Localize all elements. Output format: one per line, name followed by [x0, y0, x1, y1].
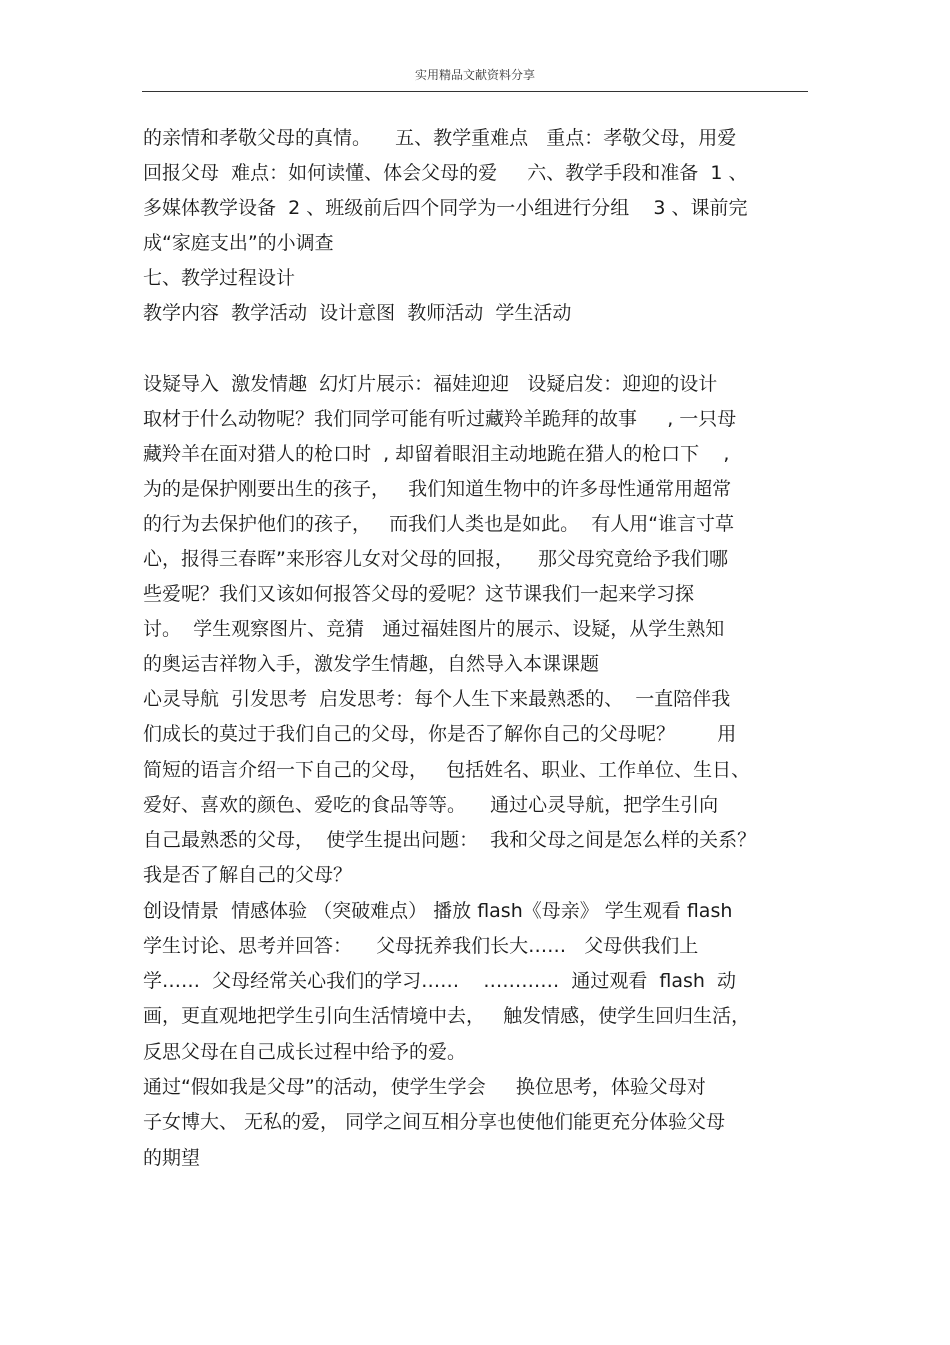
text-line: 们成长的莫过于我们自己的父母，你是否了解你自己的父母呢？ 用 [143, 723, 737, 745]
text-line: 成“家庭支出”的小调查 [143, 232, 334, 254]
text-line: 心，报得三春晖”来形容儿女对父母的回报， 那父母究竟给予我们哪 [143, 548, 729, 570]
text-line: 创设情景 情感体验 （突破难点） 播放 flash《母亲》 学生观看 flash [143, 900, 733, 922]
text-line: 的奥运吉祥物入手，激发学生情趣，自然导入本课课题 [143, 653, 600, 675]
text-line: 多媒体教学设备 2 、班级前后四个同学为一小组进行分组 3 、课前完 [143, 197, 748, 219]
text-line: 取材于什么动物呢？我们同学可能有听过藏羚羊跪拜的故事 , 一只母 [143, 408, 737, 430]
section-heading: 七、教学过程设计 [143, 267, 296, 289]
table-header-row: 教学内容 教学活动 设计意图 教师活动 学生活动 [143, 302, 572, 324]
text-line: 子女博大、 无私的爱， 同学之间互相分享也使他们能更充分体验父母 [143, 1111, 726, 1133]
text-line: 的期望 [143, 1147, 201, 1169]
text-line: 学…… 父母经常关心我们的学习…… ………… 通过观看 flash 动 [143, 970, 737, 992]
text-line: 的行为去保护他们的孩子， 而我们人类也是如此。 有人用“谁言寸草 [143, 513, 735, 535]
header-divider [142, 91, 808, 92]
page-header-title: 实用精品文献资料分享 [414, 68, 535, 82]
text-line: 爱好、喜欢的颜色、爱吃的食品等等。 通过心灵导航，把学生引向 [143, 794, 719, 816]
text-line: 些爱呢？我们又该如何报答父母的爱呢？这节课我们一起来学习探 [143, 583, 695, 605]
text-line: 学生讨论、思考并回答： 父母抚养我们长大…… 父母供我们上 [143, 935, 699, 957]
text-line: 自己最熟悉的父母， 使学生提出问题： 我和父母之间是怎么样的关系？ [143, 829, 757, 851]
text-line: 心灵导航 引发思考 启发思考：每个人生下来最熟悉的、 一直陪伴我 [143, 688, 731, 710]
text-line: 讨。 学生观察图片、竞猜 通过福娃图片的展示、设疑，从学生熟知 [143, 618, 725, 640]
text-line: 简短的语言介绍一下自己的父母， 包括姓名、职业、工作单位、生日、 [143, 759, 751, 781]
text-line: 我是否了解自己的父母？ [143, 864, 353, 886]
text-line: 回报父母 难点：如何读懂、体会父母的爱 六、教学手段和准备 1 、 [143, 162, 748, 184]
text-line: 的亲情和孝敬父母的真情。 五、教学重难点 重点：孝敬父母，用爱 [143, 127, 737, 149]
text-line: 为的是保护刚要出生的孩子， 我们知道生物中的许多母性通常用超常 [143, 478, 732, 500]
text-line: 反思父母在自己成长过程中给予的爱。 [143, 1041, 467, 1063]
text-line: 藏羚羊在面对猎人的枪口时 , 却留着眼泪主动地跪在猎人的枪口下 , [143, 443, 730, 465]
text-line: 设疑导入 激发情趣 幻灯片展示：福娃迎迎 设疑启发：迎迎的设计 [143, 373, 718, 395]
text-line: 通过“假如我是父母”的活动，使学生学会 换位思考，体验父母对 [143, 1076, 706, 1098]
text-line: 画，更直观地把学生引向生活情境中去， 触发情感，使学生回归生活， [143, 1005, 751, 1027]
